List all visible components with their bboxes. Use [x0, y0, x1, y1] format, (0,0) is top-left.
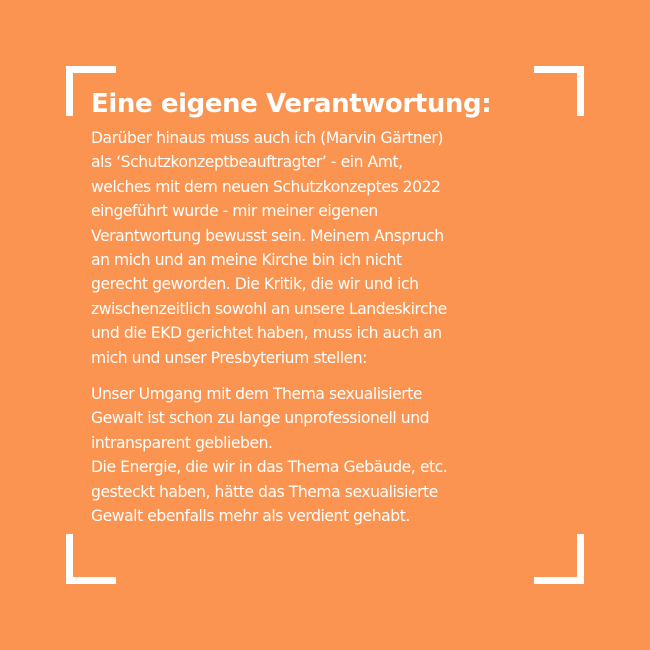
paragraph-line: Unser Umgang mit dem Thema sexualisierte — [91, 385, 423, 404]
paragraph-line: Gewalt ebenfalls mehr als verdient gehabt. — [91, 507, 410, 526]
page-title: Eine eigene Verantwortung: — [91, 89, 492, 119]
paragraph-line: an mich und an meine Kirche bin ich nicht — [91, 251, 402, 270]
paragraph-line: eingeführt wurde - mir meiner eigenen — [91, 202, 378, 221]
body-text — [91, 126, 571, 529]
paragraph-line: Darüber hinaus muss auch ich (Marvin Gärtner) — [91, 129, 444, 147]
paragraph-line: Die Energie, die wir in das Thema Gebäude, etc. — [91, 458, 448, 477]
paragraph-line: intransparent geblieben. — [91, 433, 273, 452]
paragraph-line: zwischenzeitlich sowohl an unsere Landeskirche — [91, 299, 447, 318]
paragraph-line: und die EKD gerichtet haben, muss ich auch an — [91, 324, 442, 343]
paragraph-line: Verantwortung bewusst sein. Meinem Anspruch — [91, 226, 444, 245]
frame-corner-bottom-right — [534, 534, 584, 584]
paragraph-line: Gewalt ist schon zu lange unprofessionell und — [91, 409, 430, 428]
paragraph-line: als ‘Schutzkonzeptbeauftragter’ - ein Amt, — [91, 153, 403, 172]
paragraph-spacer — [91, 370, 571, 382]
frame-corner-bottom-left — [66, 534, 116, 584]
paragraph-line: gesteckt haben, hätte das Thema sexualisierte — [91, 482, 438, 501]
paragraph-line: welches mit dem neuen Schutzkonzeptes 2022 — [91, 177, 441, 196]
paragraph-line: mich und unser Presbyterium stellen: — [91, 348, 367, 367]
paragraph-line: gerecht geworden. Die Kritik, die wir und ich — [91, 275, 419, 294]
